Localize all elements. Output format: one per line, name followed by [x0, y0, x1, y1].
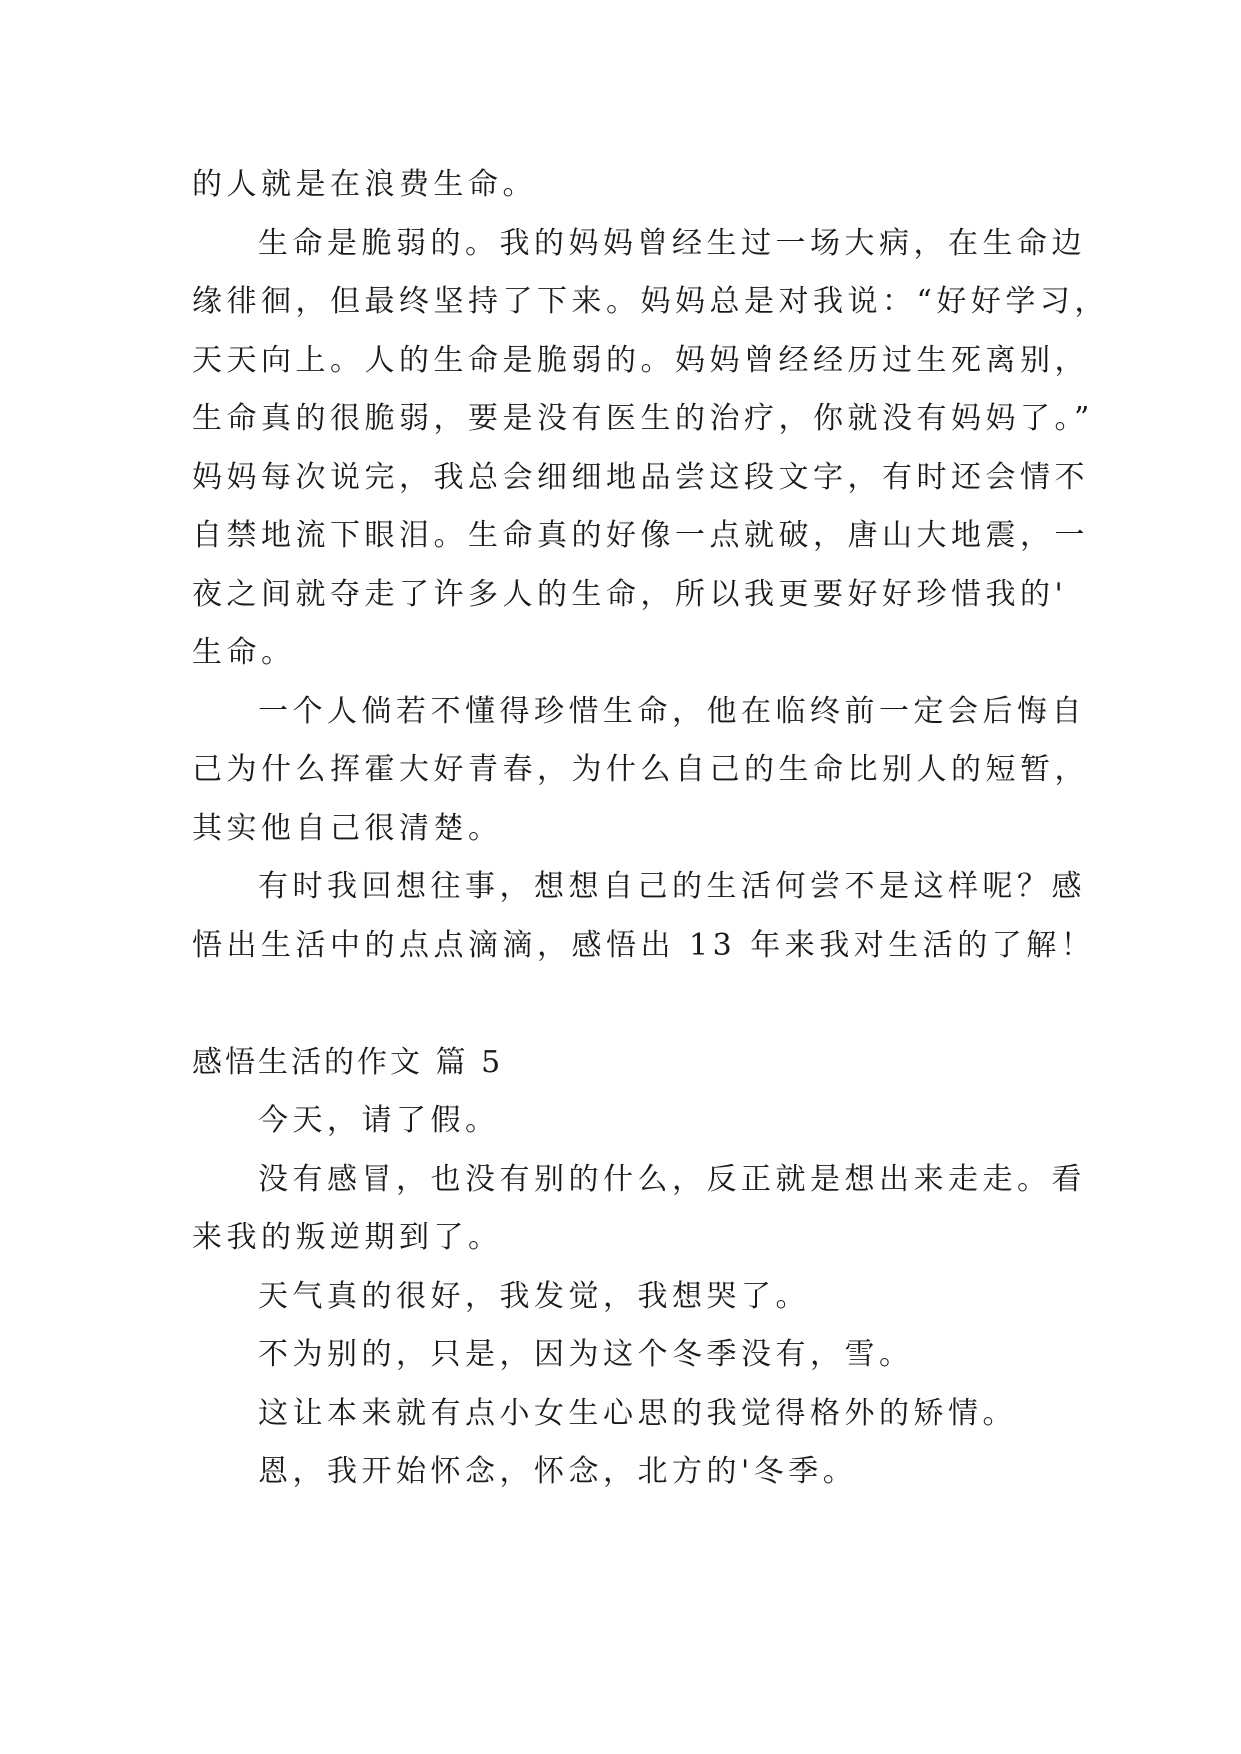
paragraph-cherish-life — [192, 683, 1089, 859]
paragraph-recall — [192, 858, 1096, 975]
text-line: 其实他自己很清楚。 — [192, 810, 503, 846]
text-line: 生命真的很脆弱，要是没有医生的治疗，你就没有妈妈了。” — [192, 401, 1094, 436]
text-line: 夜之间就夺走了许多人的生命，所以我更要好好珍惜我的' — [192, 576, 1068, 612]
paragraph-no-cold — [192, 1151, 1086, 1268]
text-line: 这让本来就有点小女生心思的我觉得格外的矫情。 — [258, 1395, 1017, 1431]
text-line: 不为别的，只是，因为这个冬季没有，雪。 — [258, 1337, 914, 1372]
paragraph-miss — [192, 1443, 1060, 1502]
text-line: 悟出生活中的点点滴滴，感悟出 13 年来我对生活的了解！ — [192, 927, 1096, 963]
paragraph-feeling — [192, 1385, 1060, 1444]
text-line: 恩，我开始怀念，怀念，北方的'冬季。 — [258, 1454, 858, 1489]
section-heading: 感悟生活的作文 篇 5 — [192, 1044, 504, 1080]
section-gap — [192, 975, 1060, 1034]
text-line: 天天向上。人的生命是脆弱的。妈妈曾经经历过生死离别， — [192, 342, 1089, 378]
text-line: 今天，请了假。 — [258, 1103, 500, 1138]
text-line: 生命。 — [192, 635, 296, 670]
text-line: 妈妈每次说完，我总会细细地品尝这段文字，有时还会情不 — [192, 459, 1089, 495]
text-line: 缘徘徊，但最终坚持了下来。妈妈总是对我说：“好好学习， — [192, 284, 1109, 319]
text-line: 一个人倘若不懂得珍惜生命，他在临终前一定会后悔自 — [258, 693, 1086, 729]
text-line: 自禁地流下眼泪。生命真的好像一点就破，唐山大地震，一 — [192, 518, 1089, 553]
text-line: 有时我回想往事，想想自己的生活何尝不是这样呢？感 — [258, 869, 1086, 904]
text-line: 没有感冒，也没有别的什么，反正就是想出来走走。看 — [258, 1161, 1086, 1197]
paragraph-fragile-life — [192, 215, 1109, 683]
document-page — [192, 156, 1109, 1502]
paragraph-snow — [192, 1326, 1060, 1385]
text-line: 己为什么挥霍大好青春，为什么自己的生命比别人的短暂， — [192, 752, 1089, 787]
paragraph-today — [192, 1092, 1060, 1151]
text-line: 的人就是在浪费生命。 — [192, 167, 537, 202]
text-line: 来我的叛逆期到了。 — [192, 1220, 503, 1255]
paragraph-weather — [192, 1268, 1060, 1327]
text-line: 生命是脆弱的。我的妈妈曾经生过一场大病，在生命边 — [258, 225, 1086, 261]
text-line: 天气真的很好，我发觉，我想哭了。 — [258, 1278, 810, 1314]
